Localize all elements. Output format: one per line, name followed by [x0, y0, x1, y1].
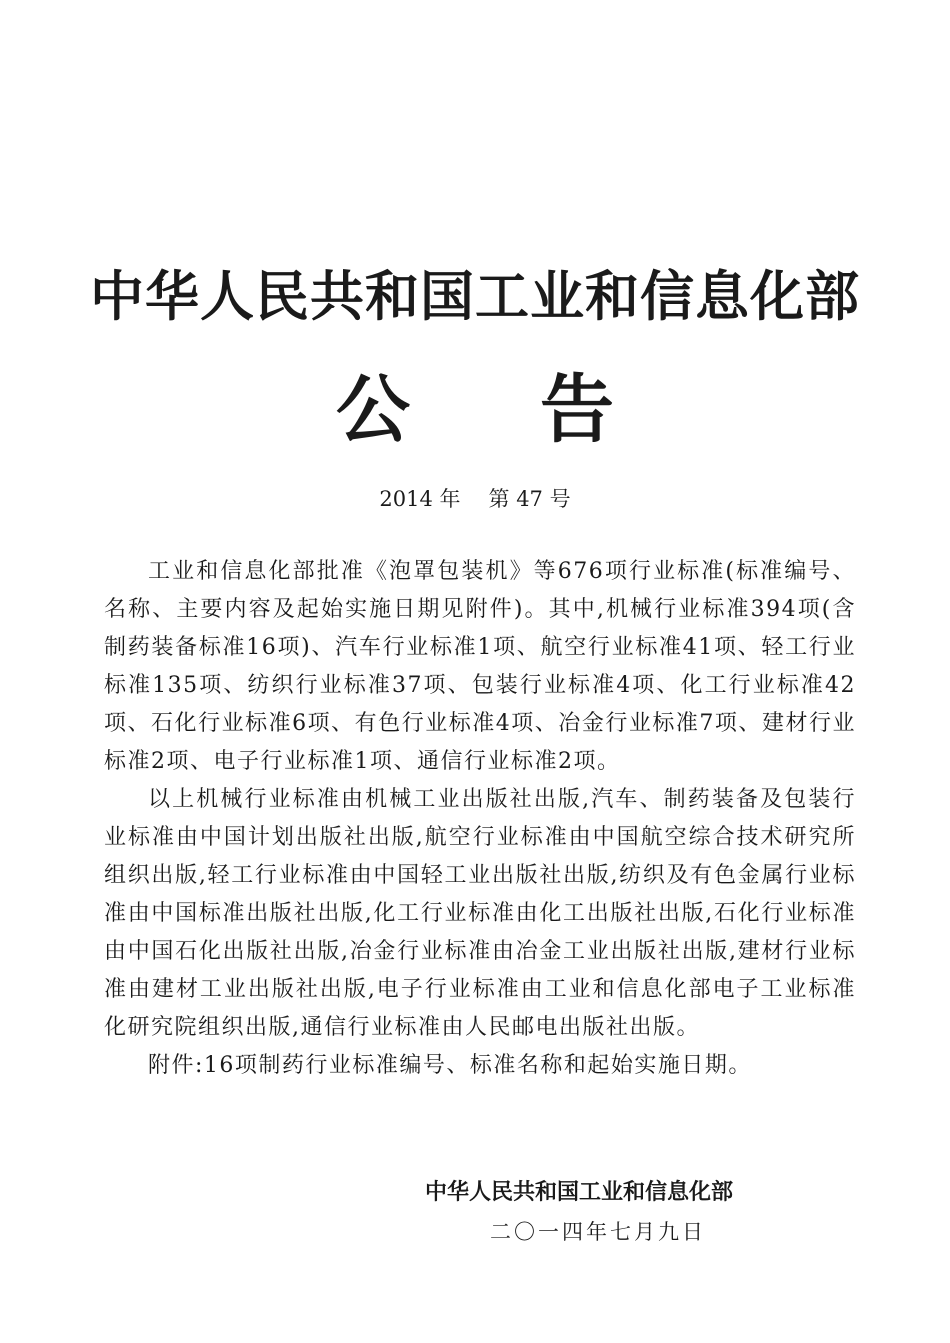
document-serial: 第 47 号 — [488, 487, 571, 511]
signature-organization: 中华人民共和国工业和信息化部 — [425, 1180, 734, 1205]
document-type-char-1: 公 — [336, 367, 410, 453]
document-type-char-2: 告 — [540, 367, 614, 453]
signature-date: 二〇一四年七月九日 — [490, 1220, 706, 1244]
body-paragraph-attachment: 附件:16项制药行业标准编号、标准名称和起始实施日期。 — [148, 1053, 752, 1078]
document-year: 2014 年 — [379, 487, 461, 511]
body-paragraph-publishers: 以上机械行业标准由机械工业出版社出版,汽车、制药装备及包装行业标准由中国计划出版社出版,航空行业标准由中国航空综合技术研究所组织出版,轻工行业标准由中国轻工业出版社出版,纺织及有色金属行业标准由中国标准出版社出版,化工行业标准由化工出版社出版,石化行业标准由中国石化出版社出版,冶金行业标准由冶金工业出版社出版,建材行业标准由建材工业出版社出版,电子行业标准由工业和信息化部电子工业标准化研究院组织出版,通信行业标准由人民邮电出版社出版。 — [104, 787, 856, 1040]
body-paragraph-approval: 工业和信息化部批准《泡罩包装机》等676项行业标准(标准编号、名称、主要内容及起始实施日期见附件)。其中,机械行业标准394项(含制药装备标准16项)、汽车行业标准1项、航空行业标准41项、轻工行业标准135项、纺织行业标准37项、包装行业标准4项、化工行业标准42项、石化行业标准6项、有色行业标准4项、冶金行业标准7项、建材行业标准2项、电子行业标准1项、通信行业标准2项。 — [104, 559, 856, 774]
announcement-body — [104, 553, 856, 1085]
document-number — [0, 484, 950, 514]
issuer-title: 中华人民共和国工业和信息化部 — [90, 265, 860, 328]
document-type-title — [0, 365, 950, 455]
